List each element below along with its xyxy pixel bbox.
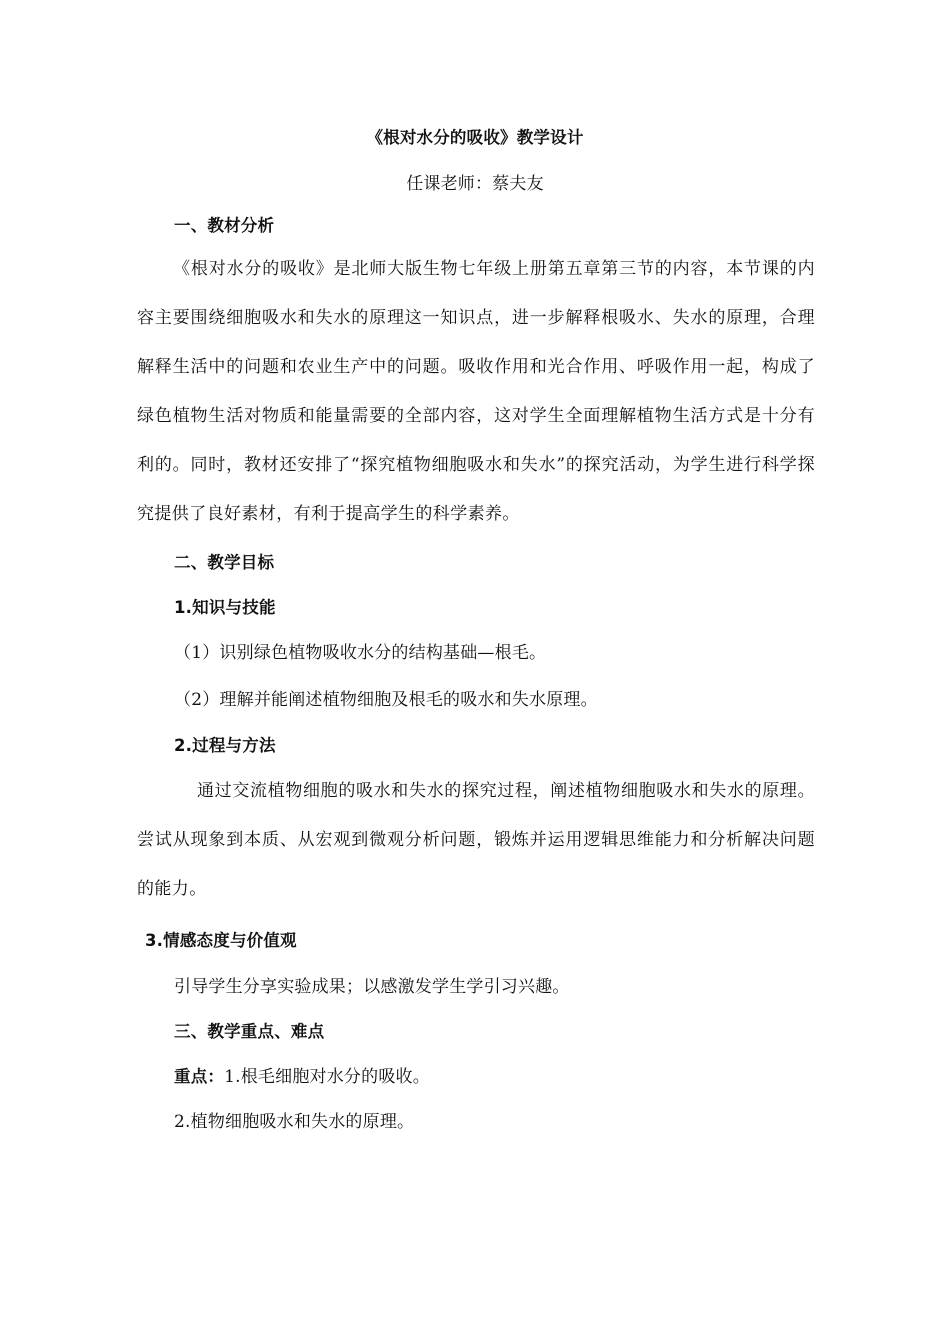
list-item-1: （1）识别绿色植物吸收水分的结构基础—根毛。 xyxy=(174,643,547,663)
subheading-knowledge-skills: 1.知识与技能 xyxy=(174,598,276,617)
list-item-3: 引导学生分享实验成果；以感激发学生学引习兴趣。 xyxy=(174,977,570,997)
section-heading-3: 三、教学重点、难点 xyxy=(174,1022,325,1041)
section-heading-1: 一、教材分析 xyxy=(174,216,275,235)
subheading-process-methods: 2.过程与方法 xyxy=(174,736,276,755)
document-title: 《根对水分的吸收》教学设计 xyxy=(366,128,584,147)
section-1-paragraph: 《根对水分的吸收》是北师大版生物七年级上册第五章第三节的内容，本节课的内容主要围绕细胞吸水和失水的原理这一知识点，进一步解释根吸水、失水的原理，合理解释生活中的问题和农业生产中的问题。吸收作用和光合作用、呼吸作用一起，构成了绿色植物生活对物质和能量需要的全部内容，这对学生全面理解植物生活方式是十分有利的。同时，教材还安排了“探究植物细胞吸水和失水”的探究活动，为学生进行科学探究提供了良好素材，有利于提高学生的科学素养。 xyxy=(137,259,815,524)
teacher-line: 任课老师：蔡夫友 xyxy=(406,174,544,194)
key-point-line-1 xyxy=(174,1065,430,1089)
key-point-label: 重点： xyxy=(174,1067,225,1086)
section-heading-2: 二、教学目标 xyxy=(174,553,275,572)
key-point-2: 2.植物细胞吸水和失水的原理。 xyxy=(174,1112,415,1132)
list-item-2: （2）理解并能阐述植物细胞及根毛的吸水和失水原理。 xyxy=(174,690,598,710)
section-2-paragraph: 通过交流植物细胞的吸水和失水的探究过程，阐述植物细胞吸水和失水的原理。尝试从现象到本质、从宏观到微观分析问题，锻炼并运用逻辑思维能力和分析解决问题的能力。 xyxy=(137,781,815,899)
subheading-attitude-values: 3.情感态度与价值观 xyxy=(145,931,297,950)
key-point-1: 1.根毛细胞对水分的吸收。 xyxy=(224,1067,430,1087)
